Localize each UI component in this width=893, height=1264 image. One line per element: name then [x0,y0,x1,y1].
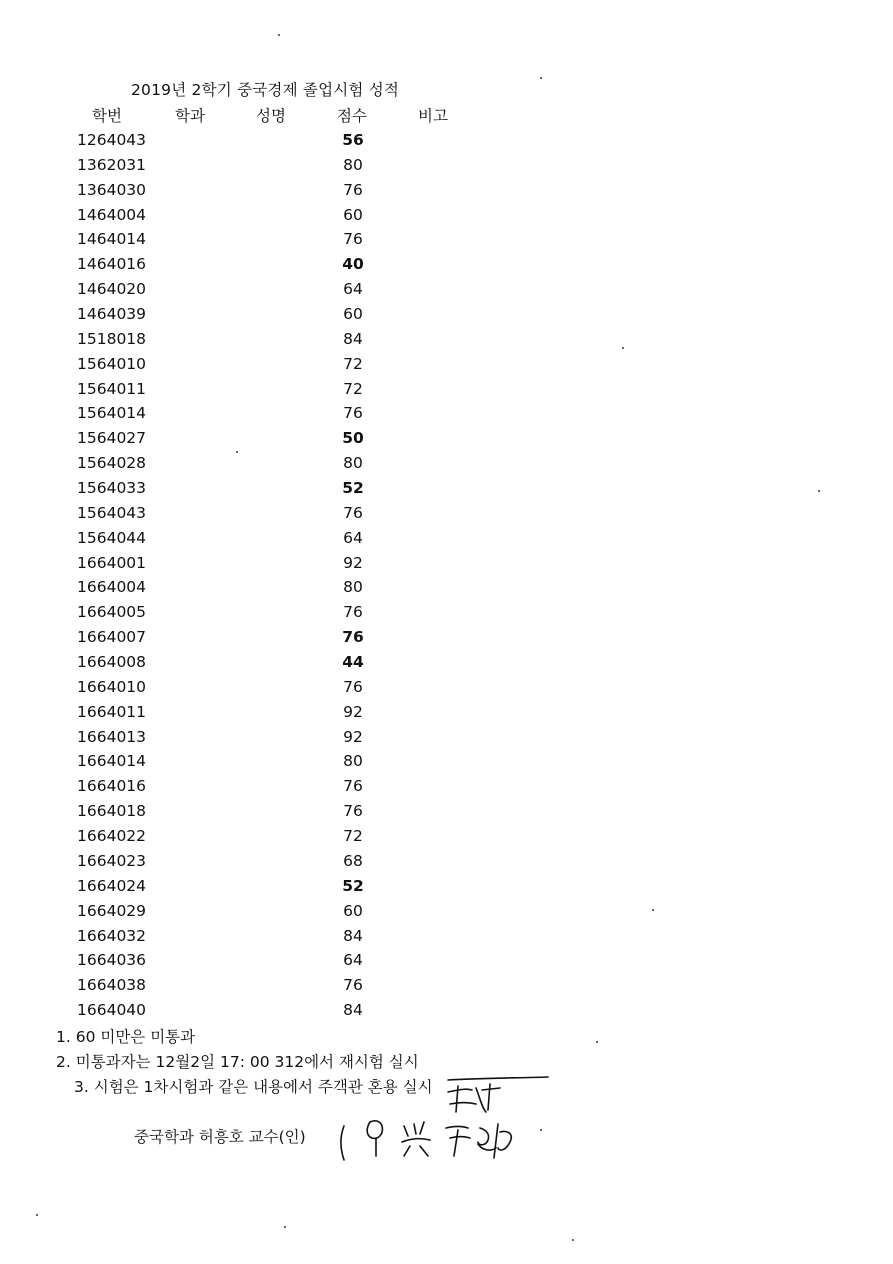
score-cell: 76 [343,777,363,796]
table-row [0,776,893,801]
score-cell: 52 [342,479,364,498]
score-cell: 56 [342,131,364,149]
student-id-cell: 1264043 [77,131,147,149]
score-cell: 72 [343,354,363,373]
student-id-cell: 1664013 [77,727,147,746]
score-cell: 76 [343,503,363,522]
student-id-cell: 1464020 [77,280,147,299]
student-id-cell: 1664014 [77,752,147,771]
column-header-remarks: 비고 [418,107,448,125]
score-cell: 76 [343,230,363,249]
score-cell: 68 [343,851,363,870]
table-row [0,553,893,578]
student-id-cell: 1518018 [77,329,147,348]
table-row [0,627,893,652]
table-row [0,403,893,428]
student-id-cell: 1664024 [77,876,147,895]
student-id-cell: 1364030 [77,180,147,199]
student-id-cell: 1464016 [77,255,147,274]
student-id-cell: 1564043 [77,503,147,522]
table-row [0,229,893,254]
score-cell: 64 [343,951,363,970]
student-id-cell: 1664008 [77,653,147,672]
student-id-cell: 1664011 [77,702,147,721]
scan-speck [236,451,238,453]
student-id-cell: 1664023 [77,851,147,870]
student-id-cell: 1464014 [77,230,147,249]
column-header-name: 성명 [256,107,286,125]
column-header-score: 점수 [337,107,367,125]
table-row [0,379,893,404]
student-id-cell: 1564033 [77,479,147,498]
table-row [0,950,893,975]
table-row [0,304,893,329]
score-table-body [0,130,893,1025]
score-cell: 60 [343,305,363,324]
table-row [0,602,893,627]
scan-speck [572,1239,574,1241]
student-id-cell: 1564014 [77,404,147,423]
student-id-cell: 1664036 [77,951,147,970]
score-cell: 60 [343,901,363,920]
table-row [0,901,893,926]
score-cell: 64 [343,528,363,547]
scan-speck [278,34,280,36]
table-row [0,354,893,379]
score-cell: 80 [343,578,363,597]
table-row [0,751,893,776]
student-id-cell: 1664018 [77,802,147,821]
score-cell: 80 [343,752,363,771]
table-row [0,801,893,826]
note-2: 2. 미통과자는 12월2일 17: 00 312에서 재시험 실시 [56,1053,419,1071]
table-row [0,503,893,528]
score-cell: 72 [343,827,363,846]
student-id-cell: 1564011 [77,379,147,398]
table-row [0,652,893,677]
student-id-cell: 1464004 [77,205,147,224]
student-id-cell: 1664016 [77,777,147,796]
note-1: 1. 60 미만은 미통과 [56,1028,196,1046]
scan-speck [540,1129,542,1131]
score-cell: 40 [342,255,364,274]
table-row [0,478,893,503]
student-id-cell: 1664038 [77,976,147,995]
table-row [0,130,893,155]
score-cell: 72 [343,379,363,398]
table-row [0,702,893,727]
score-cell: 92 [343,727,363,746]
table-row [0,180,893,205]
scan-speck [622,347,624,349]
student-id-cell: 1564027 [77,429,147,448]
professor-line: 중국학과 허흥호 교수(인) [134,1128,306,1146]
table-row [0,826,893,851]
table-row [0,876,893,901]
scan-speck [36,1214,38,1216]
score-cell: 84 [343,926,363,945]
student-id-cell: 1664040 [77,1001,147,1020]
score-cell: 92 [343,702,363,721]
student-id-cell: 1362031 [77,155,147,174]
table-row [0,577,893,602]
column-header-department: 학과 [175,107,205,125]
scan-speck [818,490,820,492]
score-cell: 80 [343,155,363,174]
table-row [0,279,893,304]
student-id-cell: 1464039 [77,305,147,324]
table-row [0,851,893,876]
score-cell: 76 [343,404,363,423]
score-cell: 76 [343,802,363,821]
table-row [0,205,893,230]
table-row [0,428,893,453]
score-cell: 84 [343,1001,363,1020]
student-id-cell: 1564010 [77,354,147,373]
table-row [0,453,893,478]
table-row [0,155,893,180]
student-id-cell: 1664010 [77,677,147,696]
score-cell: 50 [342,429,364,448]
table-row [0,677,893,702]
student-id-cell: 1664001 [77,553,147,572]
score-cell: 84 [343,329,363,348]
scan-speck [284,1226,286,1228]
document-title: 2019년 2학기 중국경제 졸업시험 성적 [131,81,400,99]
student-id-cell: 1664004 [77,578,147,597]
score-cell: 64 [343,280,363,299]
table-row [0,926,893,951]
table-row [0,727,893,752]
table-header [0,104,893,128]
table-row [0,1000,893,1025]
score-cell: 76 [342,628,364,647]
student-id-cell: 1564044 [77,528,147,547]
table-row [0,975,893,1000]
scan-speck [596,1041,598,1043]
student-id-cell: 1664005 [77,603,147,622]
table-row [0,329,893,354]
score-cell: 80 [343,454,363,473]
student-id-cell: 1664029 [77,901,147,920]
scan-speck [652,909,654,911]
score-cell: 76 [343,603,363,622]
student-id-cell: 1564028 [77,454,147,473]
column-header-student-id: 학번 [92,107,122,125]
score-cell: 52 [342,876,364,895]
handwritten-signature [330,1068,560,1168]
score-cell: 76 [343,180,363,199]
table-row [0,528,893,553]
score-cell: 44 [342,653,364,672]
student-id-cell: 1664022 [77,827,147,846]
score-cell: 76 [343,677,363,696]
scan-speck [540,77,542,79]
note-3: 3. 시험은 1차시험과 같은 내용에서 주객관 혼용 실시 [74,1078,433,1096]
table-row [0,254,893,279]
student-id-cell: 1664032 [77,926,147,945]
student-id-cell: 1664007 [77,628,147,647]
score-cell: 76 [343,976,363,995]
score-cell: 60 [343,205,363,224]
score-cell: 92 [343,553,363,572]
